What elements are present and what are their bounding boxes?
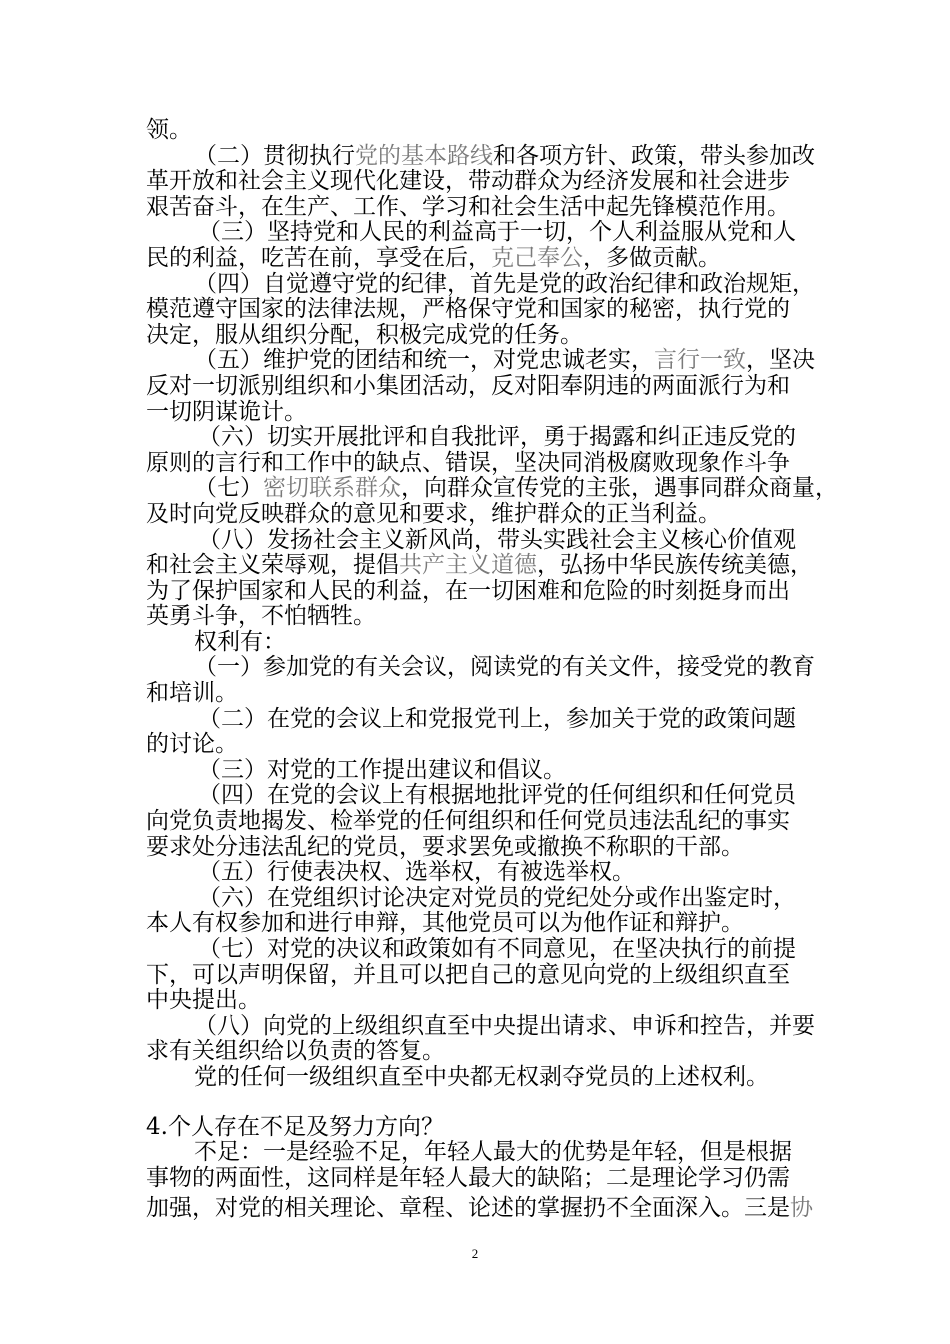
text-line: [146, 654, 815, 681]
text-line: [146, 142, 815, 170]
text-line: [146, 425, 810, 451]
text-line: [146, 809, 810, 835]
line-text: （一）参加党的有关会议，阅读党的有关文件，接受党的教育: [194, 654, 815, 681]
text-line: [146, 552, 813, 579]
line-text: 事物的两面性，这同样是年轻人最大的缺陷；二是理论学习仍需: [146, 1164, 790, 1191]
text-line: [146, 1065, 810, 1091]
line-text: 党的任何一级组织直至中央都无权剥夺党员的上述权利。: [194, 1063, 769, 1090]
line-text: 决定，服从组织分配，积极完成党的任务。: [146, 321, 583, 348]
highlighted-term: 密切联系群众: [263, 475, 401, 502]
text-line: [146, 246, 810, 272]
line-text: 革开放和社会主义现代化建设，带动群众为经济发展和社会进步: [146, 168, 790, 195]
text-line: [146, 118, 810, 144]
text-line: [146, 630, 810, 656]
text-line: [146, 937, 810, 963]
text-line: [146, 1012, 815, 1040]
line-text: 及时向党反映群众的意见和要求，维护群众的正当利益。: [146, 500, 721, 527]
line-text: 和社会主义荣辱观，提倡: [146, 552, 399, 579]
line-text: 本人有权参加和进行申辩，其他党员可以为他作证和辩护。: [146, 910, 744, 937]
line-text: 和各项方针、政策，带头参加改: [493, 142, 815, 169]
highlighted-term: 言行一致: [654, 347, 746, 374]
line-text: 要求处分违法乱纪的党员，要求罢免或撤换不称职的干部。: [146, 833, 744, 860]
line-text: ，多做贡献。: [583, 244, 721, 271]
line-text: （六）切实开展批评和自我批评，勇于揭露和纠正违反党的: [198, 424, 796, 451]
line-text: 求有关组织给以负责的答复。: [146, 1038, 445, 1065]
line-text: （六）在党组织讨论决定对党员的党纪处分或作出鉴定时，: [198, 884, 796, 911]
text-line: [146, 579, 810, 605]
text-line: [146, 1039, 810, 1065]
text-line: [146, 297, 810, 323]
line-text: 和培训。: [146, 680, 238, 707]
line-text: （四）自觉遵守党的纪律，首先是党的政治纪律和政治规矩，: [194, 270, 815, 297]
text-line: [146, 323, 810, 349]
text-line: [146, 604, 810, 630]
line-text: 中央提出。: [146, 987, 261, 1014]
line-text: 一切阴谋诡计。: [146, 398, 307, 425]
line-text: （七）: [194, 475, 263, 502]
text-line: [146, 347, 815, 374]
text-line: [146, 1166, 810, 1192]
line-text: （四）在党的会议上有根据地批评党的任何组织和任何党员: [198, 782, 796, 809]
page-number: 2: [471, 1246, 479, 1261]
highlighted-term: 党的基本路线: [355, 142, 493, 169]
line-text: （三）对党的工作提出建议和倡议。: [198, 756, 566, 783]
line-text: （二）在党的会议上和党报党刊上，参加关于党的政策问题: [198, 705, 796, 732]
text-line: [146, 195, 810, 221]
line-text: ，坚决: [746, 347, 815, 374]
text-line: [146, 988, 810, 1014]
line-text: 艰苦奋斗，在生产、工作、学习和社会生活中起先锋模范作用。: [146, 193, 790, 220]
line-text: ，弘扬中华民族传统美德，: [537, 552, 813, 579]
text-line: [146, 886, 810, 912]
line-text: （五）行使表决权、选举权，有被选举权。: [198, 859, 635, 886]
line-text: （二）贯彻执行: [194, 142, 355, 169]
line-text: 下，可以声明保留，并且可以把自己的意见向党的上级组织直至: [146, 961, 790, 988]
line-text: （八）向党的上级组织直至中央提出请求、申诉和控告，并要: [194, 1012, 815, 1039]
line-text: 英勇斗争，不怕牺牲。: [146, 603, 376, 630]
text-line: [146, 835, 810, 861]
text-line: [146, 451, 810, 477]
text-line: [146, 758, 810, 784]
text-line: [146, 911, 810, 937]
line-text: （七）对党的决议和政策如有不同意见，在坚决执行的前提: [198, 936, 796, 962]
text-line: [146, 783, 810, 809]
text-line: [146, 681, 810, 707]
line-text: ，向群众宣传党的主张，遇事同群众商量，: [401, 475, 838, 502]
line-text: 权利有：: [194, 628, 286, 655]
line-text: 4.个人存在不足及努力方向？: [146, 1113, 444, 1140]
line-text: （五）维护党的团结和统一，对党忠诚老实，: [194, 347, 654, 374]
text-line: [146, 1191, 813, 1225]
text-line: [146, 732, 810, 758]
line-text: 的讨论。: [146, 731, 238, 758]
text-line: [146, 528, 810, 554]
text-line: [146, 220, 810, 246]
text-line: [146, 1140, 810, 1166]
paragraph-gap: [146, 1091, 810, 1115]
highlighted-term: 协: [790, 1195, 813, 1222]
text-line: [146, 475, 838, 502]
line-text: 向党负责地揭发、检举党的任何组织和任何党员违法乱纪的事实: [146, 808, 790, 835]
line-text: 反对一切派别组织和小集团活动，反对阳奉阴违的两面派行为和: [146, 372, 790, 399]
text-line: [146, 374, 810, 400]
highlighted-term: 共产主义道德: [399, 552, 537, 579]
text-line: [146, 963, 810, 989]
line-text: （三）坚持党和人民的利益高于一切，个人利益服从党和人: [198, 219, 796, 246]
highlighted-term: 克己奉公: [491, 244, 583, 271]
text-line: [146, 400, 810, 426]
line-text: 民的利益，吃苦在前，享受在后，: [146, 244, 491, 271]
line-text: 为了保护国家和人民的利益，在一切困难和危险的时刻挺身而出: [146, 577, 790, 604]
text-line: [146, 1115, 810, 1141]
line-text: 领。: [146, 117, 192, 143]
line-text: 不足：一是经验不足，年轻人最大的优势是年轻，但是根据: [194, 1139, 792, 1166]
line-text: 加强，对党的相关理论、章程、论述的掌握扔不全面深入。三是: [146, 1195, 790, 1222]
line-text: 原则的言行和工作中的缺点、错误，坚决同消极腐败现象作斗争: [146, 449, 790, 476]
text-line: [146, 502, 810, 528]
text-line: [146, 707, 810, 733]
line-text: 模范遵守国家的法律法规，严格保守党和国家的秘密，执行党的: [146, 296, 790, 323]
text-line: [146, 270, 815, 298]
body-text: [146, 117, 838, 1225]
text-line: [146, 169, 810, 195]
text-line: [146, 860, 810, 886]
line-text: （八）发扬社会主义新风尚，带头实践社会主义核心价值观: [198, 526, 796, 553]
